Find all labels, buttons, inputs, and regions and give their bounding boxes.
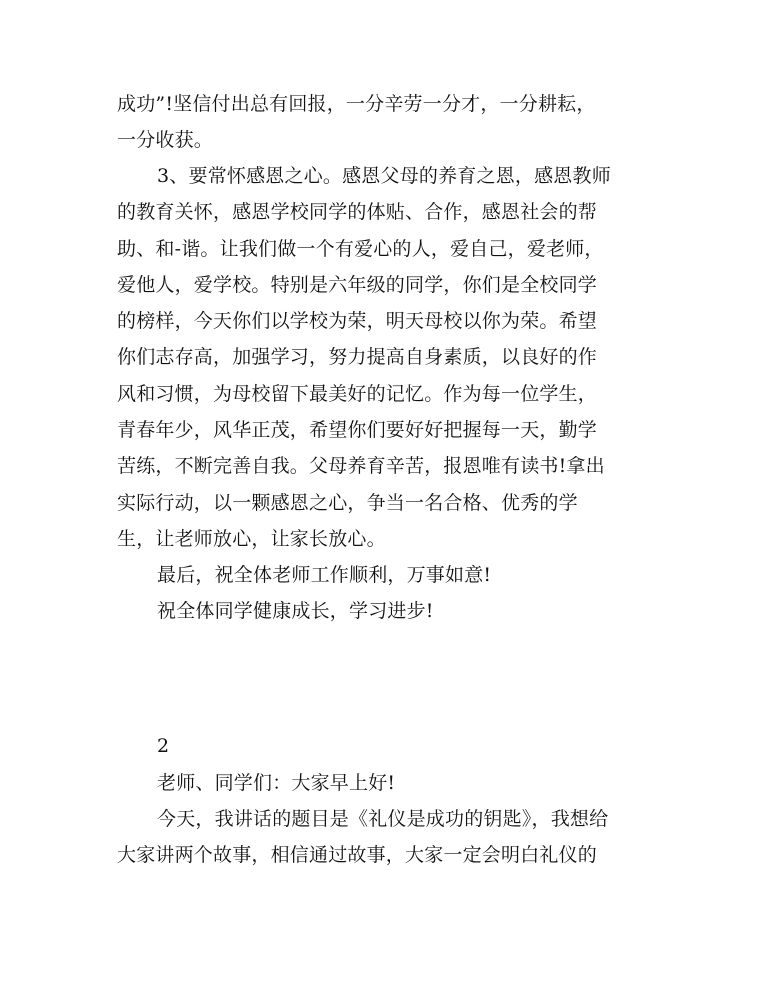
text-line: 最后，祝全体老师工作顺利，万事如意! (157, 564, 492, 586)
text-line: 你们志存高，加强学习，努力提高自身素质，以良好的作 (117, 346, 598, 368)
text-line: 一分收获。 (117, 129, 214, 151)
text-line: 3、要常怀感恩之心。感恩父母的养育之恩，感恩教师 (157, 165, 611, 187)
text-line: 苦练，不断完善自我。父母养育辛苦，报恩唯有读书!拿出 (117, 455, 605, 477)
text-line: 今天，我讲话的题目是《礼仪是成功的钥匙》，我想给 (157, 808, 609, 830)
text-line: 祝全体同学健康成长，学习进步! (157, 600, 434, 622)
text-line: 青春年少，风华正茂，希望你们要好好把握每一天，勤学 (117, 419, 598, 441)
text-line: 生，让老师放心，让家长放心。 (117, 528, 386, 550)
text-line: 爱他人，爱学校。特别是六年级的同学，你们是全校同学 (117, 274, 598, 296)
text-line: 老师、同学们：大家早上好! (157, 772, 396, 794)
text-line: 的榜样，今天你们以学校为荣，明天母校以你为荣。希望 (117, 310, 598, 332)
text-line: 的教育关怀，感恩学校同学的体贴、合作，感恩社会的帮 (117, 201, 598, 223)
text-line: 实际行动，以一颗感恩之心，争当一名合格、优秀的学 (117, 492, 578, 514)
text-line: 助、和-谐。让我们做一个有爱心的人，爱自己，爱老师， (117, 238, 604, 260)
text-line: 成功”!坚信付出总有回报，一分辛劳一分才，一分耕耘， (117, 93, 596, 115)
section-number: 2 (157, 735, 170, 757)
text-line: 大家讲两个故事，相信通过故事，大家一定会明白礼仪的 (117, 844, 598, 866)
text-line: 风和习惯，为母校留下最美好的记忆。作为每一位学生， (117, 383, 598, 405)
